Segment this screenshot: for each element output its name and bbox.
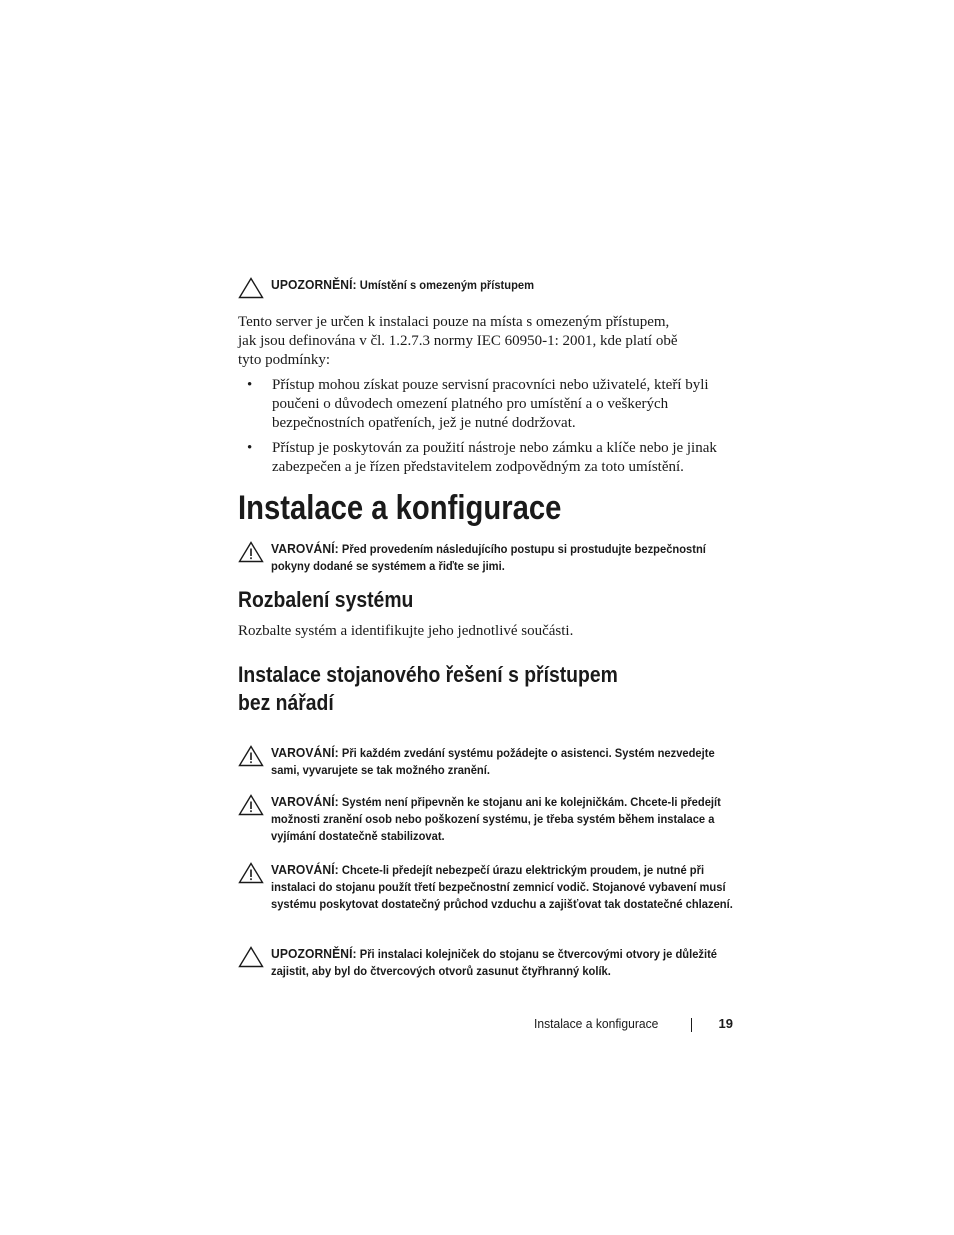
notice-label: VAROVÁNÍ: xyxy=(271,541,339,556)
bullet-symbol: • xyxy=(247,440,253,456)
section-paragraph: Rozbalte systém a identifikujte jeho jednotlivé součásti. xyxy=(238,623,574,639)
warning-notice xyxy=(238,861,740,913)
intro-line: Tento server je určen k instalaci pouze na místa s omezeným přístupem, xyxy=(238,314,670,330)
intro-paragraph xyxy=(238,313,678,370)
warning-triangle-icon xyxy=(238,794,264,816)
chapter-title: Instalace a konfigurace xyxy=(238,489,562,527)
notice-label: UPOZORNĚNÍ: xyxy=(271,277,357,292)
intro-line: tyto podmínky: xyxy=(238,352,331,368)
warning-triangle-icon xyxy=(238,862,264,884)
warning-triangle-icon xyxy=(238,541,264,563)
notice-text: Systém není připevněn ke stojanu ani ke kolejničkám. Chcete-li předejít možnosti zranění osob nebo poškození systému, je třeba systém během instalace a vyjímání dostatečně stabilizovat. xyxy=(271,795,721,843)
notice-text: Umístění s omezeným přístupem xyxy=(356,278,535,292)
warning-notice xyxy=(238,744,740,779)
footer-chapter-title: Instalace a konfigurace xyxy=(534,1016,659,1031)
page-footer xyxy=(534,1014,739,1034)
warning-triangle-icon xyxy=(238,946,264,968)
page-number: 19 xyxy=(718,1016,733,1031)
warning-notice xyxy=(238,793,740,845)
caution-notice xyxy=(238,276,740,294)
warning-triangle-icon xyxy=(238,745,264,767)
section-title: Instalace stojanového řešení s přístupem bez nářadí xyxy=(238,662,618,715)
notice-label: UPOZORNĚNÍ: xyxy=(271,946,357,961)
footer-divider xyxy=(691,1018,692,1032)
caution-notice xyxy=(238,945,740,980)
notice-label: VAROVÁNÍ: xyxy=(271,745,339,760)
notice-label: VAROVÁNÍ: xyxy=(271,794,339,809)
list-item: • Přístup mohou získat pouze servisní pracovníci nebo uživatelé, kteří byli poučeni o důvodech omezení platného pro umístění a o veškerých bezpečnostních opatřeních, jež je nutné dodržovat. xyxy=(247,377,709,431)
section-title: Rozbalení systému xyxy=(238,587,414,612)
notice-text: Chcete-li předejít nebezpečí úrazu elektrickým proudem, je nutné při instalaci do stojanu použít třetí bezpečnostní zemnicí vodič. Stojanové vybavení musí systému poskytovat dostatečný průchod vzduchu a zajišťovat tak dostatečné chlazení. xyxy=(271,863,733,911)
notice-text: Při instalaci kolejniček do stojanu se čtvercovými otvory je důležité zajistit, aby byl do čtvercových otvorů zasunut čtyřhranný kolík. xyxy=(271,947,718,978)
conditions-list xyxy=(238,376,740,483)
notice-text: Při každém zvedání systému požádejte o asistenci. Systém nezvedejte sami, vyvarujete se tak možného zranění. xyxy=(271,746,715,777)
warning-notice xyxy=(238,540,740,575)
bullet-symbol: • xyxy=(247,377,253,393)
notice-label: VAROVÁNÍ: xyxy=(271,862,339,877)
warning-triangle-icon xyxy=(238,277,264,299)
notice-text: Před provedením následujícího postupu si prostudujte bezpečnostní pokyny dodané se systémem a řiďte se jimi. xyxy=(271,542,706,573)
intro-line: jak jsou definována v čl. 1.2.7.3 normy IEC 60950-1: 2001, kde platí obě xyxy=(238,333,678,349)
list-item: • Přístup je poskytován za použití nástroje nebo zámku a klíče nebo je jinak zabezpečen a je řízen představitelem zodpovědným za toto umístění. xyxy=(247,440,717,475)
